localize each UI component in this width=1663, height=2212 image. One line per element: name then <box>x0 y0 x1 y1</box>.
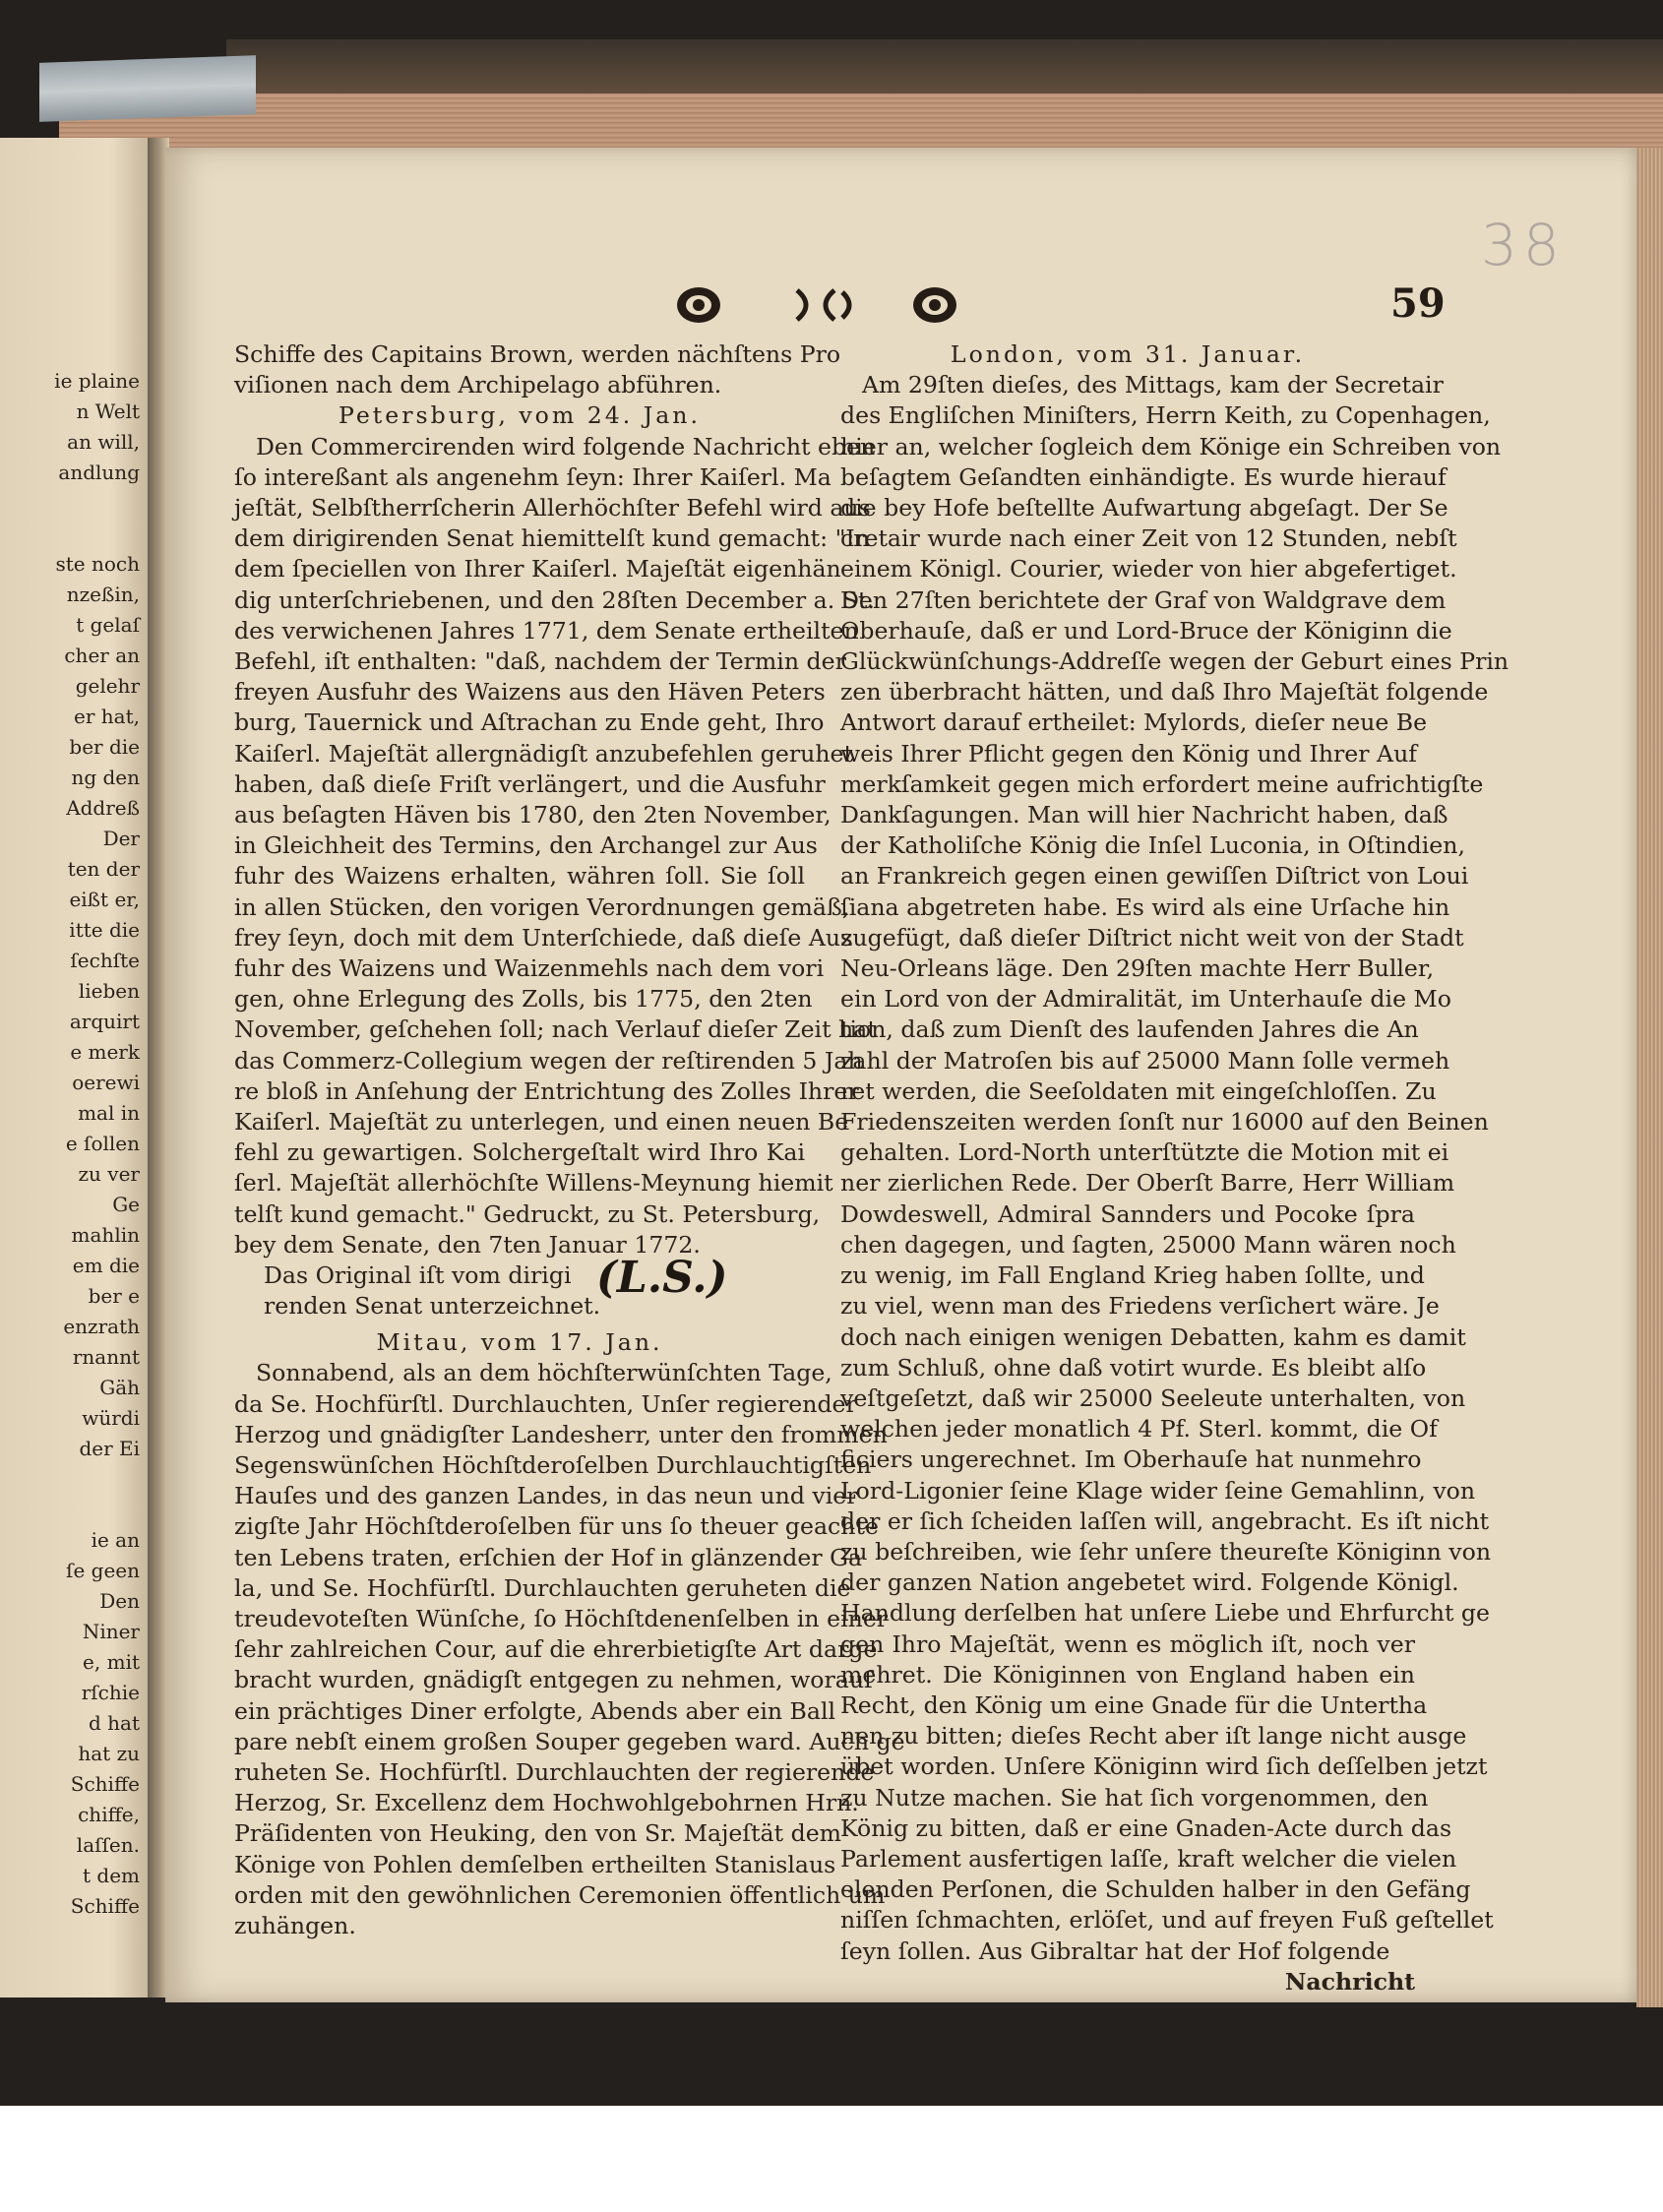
left-page-fragment: der Ei <box>79 1437 140 1460</box>
text-line: die bey Hofe beſtellte Aufwartung abgeſagt. Der Se <box>840 494 1448 522</box>
text-line: Könige von Pohlen demſelben ertheilten Stanislaus <box>234 1850 836 1878</box>
text-line: viſionen nach dem Archipelago abführen. <box>234 371 722 399</box>
left-page-fragment: n Welt <box>76 399 140 423</box>
left-page-fragment: Gäh <box>99 1376 140 1399</box>
text-line: zu beſchreiben, wie ſehr unſere theureſte Königinn von <box>840 1537 1492 1566</box>
left-page-fragment: itte die <box>69 918 140 942</box>
left-page-fragment: ſechſte <box>70 949 140 972</box>
text-line: zu viel, wenn man des Friedens verſichert wäre. Je <box>840 1292 1440 1321</box>
text-line: niſſen ſchmachten, erlöſet, und auf freyen Fuß geſtellet <box>840 1906 1494 1935</box>
text-line: einem Königl. Courier, wieder von hier abgefertiget. <box>840 555 1457 584</box>
left-page-fragment: enzrath <box>63 1315 140 1338</box>
text-line: bracht wurden, gnädigſt entgegen zu nehmen, worauf <box>234 1666 873 1694</box>
text-line: frey ſeyn, doch mit dem Unterſchiede, daß dieſe Aus <box>234 923 853 952</box>
text-line: ruheten Se. Hochfürſtl. Durchlauchten der regierende <box>234 1757 875 1786</box>
text-line: Friedenszeiten werden ſonſt nur 16000 auf den Beinen <box>840 1108 1489 1137</box>
catchword: Nachricht <box>1284 1967 1415 1996</box>
text-line: ſerl. Majeſtät allerhöchſte Willens-Meynung hiemit <box>234 1169 833 1198</box>
left-page-fragment: Schiffe <box>70 1772 140 1796</box>
text-line: Am 29ſten dieſes, des Mittags, kam der Secretair <box>862 371 1444 399</box>
text-line: Hauſes und des ganzen Landes, in das neun und vier <box>234 1482 858 1510</box>
seal-mark: (L.S.) <box>596 1253 728 1304</box>
text-line: pare nebſt einem großen Souper gegeben ward. Auch ge <box>234 1727 905 1755</box>
left-page-fragment: arquirt <box>69 1010 140 1033</box>
text-line: zen überbracht hätten, und daß Ihro Majeſtät folgende <box>840 678 1489 707</box>
left-page-fragment: andlung <box>58 461 140 484</box>
left-page-fragment: hat zu <box>78 1742 140 1765</box>
left-page-fragment: mal in <box>78 1101 140 1125</box>
text-line: übet worden. Unſere Königinn wird ſich deſſelben jetzt <box>840 1752 1488 1781</box>
page-number: 59 <box>1390 280 1446 327</box>
text-line: nen zu bitten; dieſes Recht aber iſt lange nicht ausge <box>840 1722 1467 1751</box>
left-page-fragment: ber die <box>69 735 140 759</box>
text-line: Präſidenten von Heuking, den von Sr. Majeſtät dem <box>234 1819 842 1848</box>
text-line: Herzog und gnädigſter Landesherr, unter den frommen <box>234 1420 888 1448</box>
bookmark-ribbon <box>39 55 256 122</box>
right-column <box>840 339 1509 1997</box>
text-line: zu wenig, im Fall England Krieg haben ſollte, und <box>840 1261 1425 1290</box>
text-line: doch nach einigen wenigen Debatten, kahm es damit <box>840 1322 1466 1351</box>
left-page-fragment: Addreß <box>66 796 140 820</box>
text-line: ficiers ungerechnet. Im Oberhauſe hat nunmehro <box>840 1445 1422 1474</box>
text-line: Kaiſerl. Majeſtät zu unterlegen, und einen neuen Be <box>234 1108 849 1137</box>
text-line: Befehl, iſt enthalten: "daß, nachdem der Termin der <box>234 647 846 676</box>
text-line: ein Lord von der Admiralität, im Unterhauſe die Mo <box>840 985 1451 1014</box>
left-page-fragment: Schiffe <box>70 1894 140 1918</box>
left-page-fragment: mahlin <box>71 1223 140 1247</box>
left-page-fragment: t dem <box>83 1864 140 1887</box>
london-article <box>840 370 1509 1967</box>
text-line: Antwort darauf ertheilet: Mylords, dieſer neue Be <box>840 708 1428 737</box>
text-line: das Commerz-Collegium wegen der reſtirenden 5 Jah <box>234 1046 863 1075</box>
mitau-heading: Mitau, vom 17. Jan. <box>376 1328 663 1357</box>
text-line: Dankſagungen. Man will hier Nachricht haben, daß <box>840 801 1448 830</box>
text-line: fuhr des Waizens und Waizenmehls nach dem vori <box>234 954 825 983</box>
text-line: ner zierlichen Rede. Der Oberſt Barre, Herr William <box>840 1169 1455 1198</box>
text-line: Segenswünſchen Höchſtderoſelben Durchlauchtigſten <box>234 1450 872 1479</box>
text-line: der er ſich ſcheiden laſſen will, angebracht. Es iſt nicht <box>840 1506 1490 1535</box>
left-page-fragment: e ſollen <box>65 1132 140 1155</box>
left-page-fragment: er hat, <box>74 705 140 728</box>
text-line: cretair wurde nach einer Zeit von 12 Stunden, nebſt <box>840 524 1457 553</box>
text-line: zum Schluß, ohne daß votirt wurde. Es bleibt alſo <box>840 1353 1427 1382</box>
left-page-fragment: an will, <box>67 430 140 454</box>
left-page-fragment: chiffe, <box>78 1803 140 1826</box>
flower-ornament-right <box>913 287 956 323</box>
left-page-fragment: rſchie <box>81 1681 140 1704</box>
archive-number: 38 <box>1481 212 1566 278</box>
text-line: da Se. Hochfürſtl. Durchlauchten, Unſer regierender <box>234 1389 857 1418</box>
left-page-fragment: t gelaſ <box>76 613 140 637</box>
mitau-article <box>234 1358 905 1941</box>
text-line: ſehr zahlreichen Cour, auf die ehrerbietigſte Art darge <box>234 1635 878 1664</box>
left-page-fragment: ten der <box>67 857 140 881</box>
left-page-fragment: ie plaine <box>54 369 140 393</box>
text-line: an Frankreich gegen einen gewiſſen Diſtrict von Loui <box>840 862 1469 891</box>
text-line: elenden Perſonen, die Schulden halber in den Gefäng <box>840 1875 1471 1904</box>
text-line: hier an, welcher ſogleich dem Könige ein Schreiben von <box>840 432 1502 461</box>
scroll-ornament-center <box>797 290 849 320</box>
text-line: re bloß in Anſehung der Entrichtung des Zolles Ihrer <box>234 1076 859 1105</box>
intro-paragraph <box>234 339 841 400</box>
flower-ornament-left <box>677 287 720 323</box>
text-line: bey dem Senate, den 7ten Januar 1772. <box>234 1230 701 1259</box>
text-line: Sonnabend, als an dem höchſterwünſchten Tage, <box>256 1359 832 1387</box>
left-page-fragment: würdi <box>82 1406 140 1430</box>
page-edge-right <box>1636 148 1663 2007</box>
text-line: treudevoteſten Wünſche, ſo Höchſtdenenſelben in einer <box>234 1604 889 1632</box>
text-line: welchen jeder monatlich 4 Pf. Sterl. kommt, die Of <box>840 1415 1438 1444</box>
text-line: Herzog, Sr. Excellenz dem Hochwohlgebohrnen Hrn. <box>234 1789 859 1817</box>
text-line: chen dagegen, und ſagten, 25000 Mann wären noch <box>840 1230 1456 1259</box>
left-page-fragment: ſe geen <box>66 1559 140 1582</box>
text-line: mehret. Die Königinnen von England haben ein <box>840 1660 1415 1689</box>
left-page-fragment: laſſen. <box>76 1833 140 1857</box>
left-page-fragment: em die <box>72 1254 140 1277</box>
left-page-fragment: d hat <box>88 1711 140 1735</box>
text-line: König zu bitten, daß er eine Gnaden-Acte durch das <box>840 1813 1452 1842</box>
left-page-fragment: oerewi <box>72 1071 140 1094</box>
text-line: Den 27ſten berichtete der Graf von Waldgrave dem <box>840 585 1447 614</box>
text-line: fuhr des Waizens erhalten, währen ſoll. Sie ſoll <box>234 862 805 891</box>
text-line: ſeyn ſollen. Aus Gibraltar hat der Hof folgende <box>840 1936 1390 1965</box>
text-line: telſt kund gemacht." Gedruckt, zu St. Petersburg, <box>234 1199 821 1228</box>
text-line: aus beſagten Häven bis 1780, den 2ten November, <box>234 801 832 830</box>
left-page-fragment: ie an <box>91 1528 140 1552</box>
left-column <box>234 339 905 1941</box>
left-page-fragment: ste noch <box>55 552 140 576</box>
left-page-fragment: e merk <box>70 1040 140 1064</box>
left-page-fragment: rnannt <box>72 1345 140 1369</box>
text-line: Glückwünſchungs-Addreſſe wegen der Geburt eines Prin <box>840 647 1509 676</box>
text-line: weis Ihrer Pflicht gegen den König und Ihrer Auf <box>840 739 1418 768</box>
text-line: dig unterſchriebenen, und den 28ſten December a. St. <box>234 585 875 614</box>
text-line: gen, ohne Erlegung des Zolls, bis 1775, den 2ten <box>234 985 813 1014</box>
text-line: Neu-Orleans läge. Den 29ſten machte Herr Buller, <box>840 954 1435 983</box>
text-line: der ganzen Nation angebetet wird. Folgende Königl. <box>840 1568 1459 1597</box>
text-line: zuhängen. <box>234 1911 356 1939</box>
left-page-fragment: cher an <box>64 644 140 667</box>
original-note <box>264 1260 601 1321</box>
text-line: zahl der Matroſen bis auf 25000 Mann ſolle vermeh <box>840 1046 1450 1075</box>
text-line: in allen Stücken, den vorigen Verordnungen gemäß, <box>234 892 850 921</box>
left-page-fragment: lieben <box>78 979 140 1003</box>
text-line: freyen Ausfuhr des Waizens aus den Häven Peters <box>234 678 826 707</box>
text-line: gehalten. Lord-North unterſtützte die Motion mit ei <box>840 1138 1449 1167</box>
book-top-edge <box>59 93 1663 148</box>
text-line: Schiffe des Capitains Brown, werden nächſtens Pro <box>234 340 841 368</box>
text-line: la, und Se. Hochfürſtl. Durchlauchten geruheten die <box>234 1573 851 1602</box>
left-page-fragment: gelehr <box>75 674 140 698</box>
text-line: Handlung derſelben hat unſere Liebe und Ehrfurcht ge <box>840 1599 1490 1628</box>
text-line: Das Original iſt vom dirigi <box>264 1261 572 1290</box>
left-page-fragment: Den <box>99 1589 140 1613</box>
text-line: ſo intereßant als angenehm ſeyn: Ihrer Kaiſerl. Ma <box>234 462 832 491</box>
text-line: tion, daß zum Dienſt des laufenden Jahres die An <box>840 1015 1419 1044</box>
text-line: ten Lebens traten, erſchien der Hof in glänzender Ga <box>234 1543 863 1571</box>
text-line: merkſamkeit gegen mich erfordert meine aufrichtigſte <box>840 769 1484 798</box>
left-page-fragment: eißt er, <box>69 888 140 911</box>
text-line: haben, daß dieſe Friſt verlängert, und die Ausfuhr <box>234 769 826 798</box>
left-page-fragment: Niner <box>82 1620 140 1643</box>
left-page-fragment: Ge <box>112 1193 140 1216</box>
text-line: Den Commercirenden wird folgende Nachricht eben <box>256 432 876 461</box>
text-line: dem dirigirenden Senat hiemittelſt kund gemacht: "In <box>234 524 870 553</box>
text-line: des Engliſchen Miniſters, Herrn Keith, zu Copenhagen, <box>840 401 1491 430</box>
text-line: zugefügt, daß dieſer Diſtrict nicht weit von der Stadt <box>840 923 1464 952</box>
header-ornament <box>659 280 974 330</box>
original-note-block <box>234 1253 805 1327</box>
left-page-fragment: e, mit <box>83 1650 140 1674</box>
text-line: beſagtem Geſandten einhändigte. Es wurde hierauf <box>840 462 1447 491</box>
text-line: Kaiſerl. Majeſtät allergnädigſt anzubefehlen geruhet <box>234 739 853 768</box>
text-line: ſiana abgetreten habe. Es wird als eine Urſache hin <box>840 892 1450 921</box>
text-line: zu Nutze machen. Sie hat ſich vorgenommen, den <box>840 1783 1429 1812</box>
text-line: burg, Tauernick und Aſtrachan zu Ende geht, Ihro <box>234 708 825 737</box>
left-page-fragment: Der <box>102 827 140 850</box>
text-line: zigſte Jahr Höchſtderoſelben für uns ſo theuer geachte <box>234 1512 879 1541</box>
left-page-fragment: ng den <box>71 766 140 789</box>
text-line: Parlement ausfertigen laſſe, kraft welcher die vielen <box>840 1844 1457 1873</box>
text-line: orden mit den gewöhnlichen Ceremonien öffentlich um <box>234 1880 886 1909</box>
text-line: renden Senat unterzeichnet. <box>264 1292 601 1321</box>
text-line: der Katholiſche König die Inſel Luconia, in Oſtindien, <box>840 831 1465 860</box>
left-page-fragment: ber e <box>88 1284 140 1308</box>
text-line: Lord-Ligonier ſeine Klage wider ſeine Gemahlinn, von <box>840 1476 1476 1505</box>
petersburg-heading: Petersburg, vom 24. Jan. <box>339 401 701 430</box>
text-line: Dowdeswell, Admiral Sannders und Pocoke ſpra <box>840 1199 1415 1228</box>
text-line: ein prächtiges Diner erfolgte, Abends aber ein Ball <box>234 1696 836 1725</box>
text-line: des verwichenen Jahres 1771, dem Senate ertheilten <box>234 616 859 645</box>
london-heading: London, vom 31. Januar. <box>950 340 1306 368</box>
text-line: dem ſpeciellen von Ihrer Kaiſerl. Majeſtät eigenhän <box>234 555 841 584</box>
text-line: gen Ihro Majeſtät, wenn es möglich iſt, noch ver <box>840 1629 1415 1658</box>
text-line: ret werden, die Seeſoldaten mit eingeſchloſſen. Zu <box>840 1076 1437 1105</box>
text-line: November, geſchehen ſoll; nach Verlauf dieſer Zeit hat <box>234 1015 877 1044</box>
text-line: jeſtät, Selbſtherrſcherin Allerhöchſter Befehl wird aus <box>234 494 871 522</box>
text-line: fehl zu gewartigen. Solchergeſtalt wird Ihro Kai <box>234 1138 805 1167</box>
left-page-fragment: nzeßin, <box>66 583 140 606</box>
text-line: Recht, den König um eine Gnade für die Untertha <box>840 1690 1428 1719</box>
text-line: Oberhauſe, daß er und Lord-Bruce der Königinn die <box>840 616 1452 645</box>
text-line: veſtgeſetzt, daß wir 25000 Seeleute unterhalten, von <box>840 1383 1466 1412</box>
petersburg-article <box>234 432 877 1260</box>
text-line: in Gleichheit des Termins, den Archangel zur Aus <box>234 831 818 860</box>
left-page-fragment: zu ver <box>78 1162 140 1186</box>
